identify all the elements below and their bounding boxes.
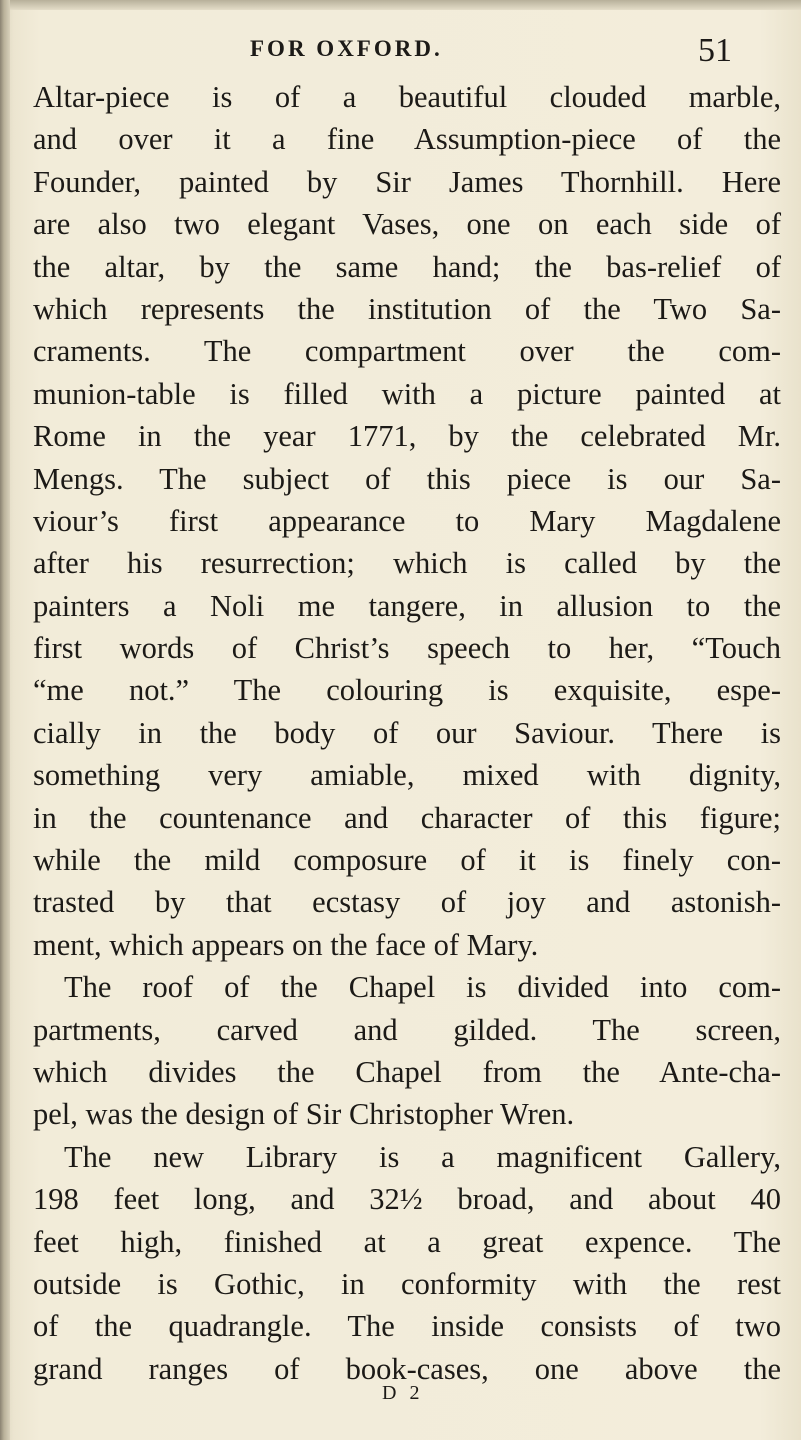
- text-line: and over it a fine Assumption-piece of the: [33, 122, 781, 157]
- text-line: while the mild composure of it is finely con-: [33, 843, 781, 878]
- text-line: feet high, finished at a great expence. The: [33, 1224, 781, 1259]
- text-line: The roof of the Chapel is divided into com-: [64, 970, 781, 1005]
- text-line: munion-table is filled with a picture painted at: [33, 376, 781, 411]
- signature-mark: D 2: [382, 1382, 424, 1404]
- text-line: cially in the body of our Saviour. There is: [33, 715, 781, 750]
- body-text: [33, 76, 781, 1390]
- text-line: in the countenance and character of this figure;: [33, 800, 781, 835]
- text-line: Rome in the year 1771, by the celebrated Mr.: [33, 419, 781, 454]
- text-line: trasted by that ecstasy of joy and astonish-: [33, 885, 781, 920]
- text-line: the altar, by the same hand; the bas-relief of: [33, 249, 781, 284]
- text-line: craments. The compartment over the com-: [33, 334, 781, 369]
- text-line: are also two elegant Vases, one on each side of: [33, 207, 781, 242]
- text-line: Founder, painted by Sir James Thornhill. Here: [33, 164, 781, 199]
- text-line: which represents the institution of the Two Sa-: [33, 291, 781, 326]
- text-line: Mengs. The subject of this piece is our Sa-: [33, 461, 781, 496]
- text-line: ment, which appears on the face of Mary.: [33, 927, 539, 962]
- page-header: [0, 32, 801, 72]
- text-line: “me not.” The colouring is exquisite, espe-: [33, 673, 781, 708]
- binding-edge: [0, 0, 10, 1440]
- text-line: partments, carved and gilded. The screen,: [33, 1012, 781, 1047]
- text-line: something very amiable, mixed with dignity,: [33, 758, 781, 793]
- text-line: pel, was the design of Sir Christopher Wren.: [33, 1097, 575, 1132]
- text-line: first words of Christ’s speech to her, “Touch: [33, 631, 781, 666]
- text-line: Altar-piece is of a beautiful clouded marble,: [33, 80, 781, 114]
- text-line: of the quadrangle. The inside consists of two: [33, 1309, 781, 1344]
- text-line: after his resurrection; which is called by the: [33, 546, 781, 581]
- text-line: which divides the Chapel from the Ante-cha-: [33, 1054, 781, 1089]
- text-line: painters a Noli me tangere, in allusion to the: [33, 588, 781, 623]
- text-line: viour’s first appearance to Mary Magdalene: [33, 503, 781, 538]
- text-line: 198 feet long, and 32½ broad, and about 40: [33, 1182, 781, 1217]
- text-line: outside is Gothic, in conformity with the rest: [33, 1266, 781, 1301]
- page-top-edge: [0, 0, 801, 10]
- text-line: grand ranges of book-cases, one above the: [33, 1351, 781, 1386]
- text-line: The new Library is a magnificent Gallery,: [64, 1139, 781, 1174]
- running-head: FOR OXFORD.: [250, 36, 443, 61]
- page-number: 51: [698, 32, 732, 69]
